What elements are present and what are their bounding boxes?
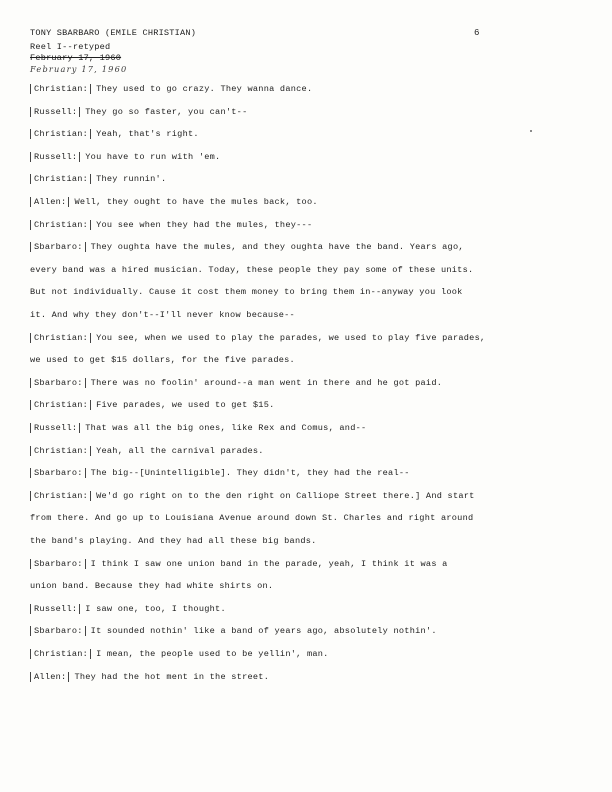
line-text: You see, when we used to play the parades, we used to play five parades, [96,332,486,343]
line-text: union band. Because they had white shirts on. [30,581,274,592]
line-text: You have to run with 'em. [85,151,221,162]
speaker-label: Sbarbaro: [30,626,86,636]
struck-date-text: February 17, 1960 [30,53,122,63]
speaker-label: Allen: [30,197,69,207]
line-text: The big--[Unintelligible]. They didn't, they had the real-- [90,468,410,479]
transcript-line [30,672,269,682]
handwritten-date: February 17, 1960 [30,64,128,74]
transcript-line [30,649,329,659]
speaker-label: Sbarbaro: [30,242,86,252]
line-text: They had the hot ment in the street. [74,671,270,682]
transcript-line [30,287,463,297]
transcript-line [30,197,318,207]
line-text: Five parades, we used to get $15. [96,400,275,411]
line-text: I mean, the people used to be yellin', man. [96,649,329,659]
transcript-line [30,604,226,614]
line-text: It sounded nothin' like a band of years ago, absolutely nothin'. [90,626,437,637]
line-text: we used to get $15 dollars, for the five parades. [30,355,295,366]
page-number: 6 [474,28,480,38]
speaker-label: Russell: [30,152,80,162]
transcript-line [30,491,475,501]
line-text: I think I saw one union band in the parade, yeah, I think it was a [90,558,448,569]
line-text: Well, they ought to have the mules back, too. [74,197,318,207]
speaker-label: Russell: [30,604,80,614]
line-text: We'd go right on to the den right on Calliope Street there.] And start [96,490,475,501]
speaker-label: Russell: [30,423,80,433]
line-text: Yeah, all the carnival parades. [96,445,264,456]
transcript-line [30,220,312,230]
speaker-label: Christian: [30,491,91,501]
speaker-label: Russell: [30,107,80,117]
transcript-line [30,242,464,252]
transcript-line [30,446,264,456]
speaker-label: Christian: [30,129,91,139]
line-text: They runnin'. [96,174,167,185]
line-text: They oughta have the mules, and they oughta have the band. Years ago, [90,242,464,253]
line-text: But not individually. Cause it cost them money to bring them in--anyway you look [30,287,463,298]
line-text: every band was a hired musician. Today, these people they pay some of these units. [30,264,474,275]
transcript-line [30,265,473,275]
stray-mark [530,130,532,132]
speaker-label: Christian: [30,84,91,94]
speaker-label: Christian: [30,649,91,659]
speaker-label: Sbarbaro: [30,559,86,569]
line-text: the band's playing. And they had all these big bands. [30,536,317,546]
transcript-line [30,423,366,433]
line-text: That was all the big ones, like Rex and Comus, and-- [85,423,367,433]
transcript-line [30,378,442,388]
line-text: from there. And go up to Louisiana Avenue around down St. Charles and right around [30,513,474,524]
transcript-line [30,536,317,546]
reel-header: Reel I--retyped [30,42,111,52]
transcript-line [30,581,273,591]
transcript-line [30,468,410,478]
line-text: There was no foolin' around--a man went in there and he got paid. [90,377,443,388]
transcript-line [30,333,485,343]
speaker-label: Christian: [30,174,91,184]
line-text: it. And why they don't--I'll never know because-- [30,310,295,320]
line-text: You see when they had the mules, they--- [96,219,313,230]
transcript-line [30,400,275,410]
transcript-line [30,626,437,636]
speaker-label: Allen: [30,672,69,682]
transcript-line [30,174,166,184]
transcript-line [30,355,295,365]
speaker-label: Sbarbaro: [30,378,86,388]
line-text: I saw one, too, I thought. [85,603,226,614]
speaker-label: Christian: [30,400,91,410]
transcript-line [30,152,220,162]
transcript-line [30,513,473,523]
line-text: They go so faster, you can't-- [85,106,248,117]
line-text: Yeah, that's right. [96,129,199,140]
speaker-label: Sbarbaro: [30,468,86,478]
struck-date [30,53,121,63]
transcript-line [30,310,295,320]
transcript-line [30,107,247,117]
transcript-line [30,559,448,569]
speaker-label: Christian: [30,333,91,343]
interviewee-header: TONY SBARBARO (EMILE CHRISTIAN) [30,28,197,38]
speaker-label: Christian: [30,220,91,230]
speaker-label: Christian: [30,446,91,456]
transcript-line [30,129,199,139]
transcript-line [30,84,312,94]
line-text: They used to go crazy. They wanna dance. [96,84,313,94]
